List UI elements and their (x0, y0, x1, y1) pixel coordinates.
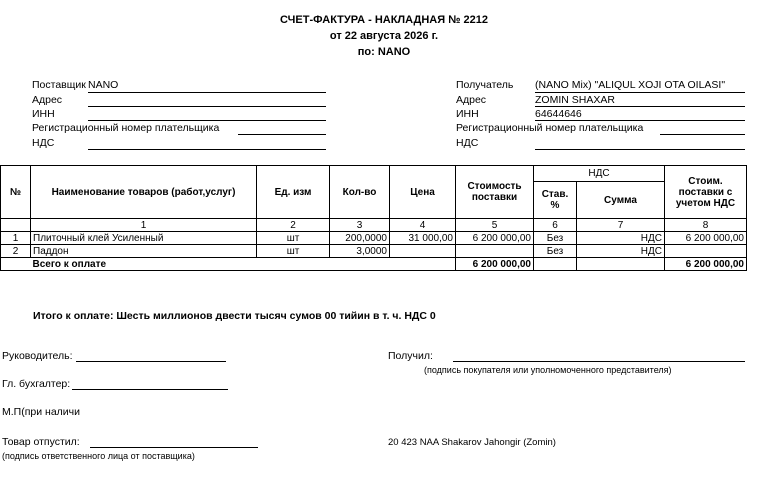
supplier-reg-label: Регистрационный номер плательщика (32, 122, 220, 134)
col-number (1, 219, 31, 232)
supplier-inn-label: ИНН (32, 108, 55, 120)
row-num: 1 (1, 232, 31, 245)
row-total: 6 200 000,00 (665, 232, 747, 245)
received-label: Получил: (388, 350, 433, 362)
row-name: Паддон (31, 245, 257, 258)
col-number: 8 (665, 219, 747, 232)
received-signature-line (453, 361, 745, 362)
row-vat-rate: Без (534, 232, 577, 245)
supplier-value: NANO (88, 79, 119, 91)
supplier-nds-label: НДС (32, 137, 55, 149)
recipient-address-label: Адрес (456, 94, 487, 106)
col-number: 5 (456, 219, 534, 232)
recipient-nds-label: НДС (456, 137, 479, 149)
total-row-spacer (1, 258, 31, 271)
recipient-inn-underline (535, 120, 745, 121)
row-qty: 200,0000 (330, 232, 390, 245)
recipient-reg-underline (660, 134, 745, 135)
stamp-label: М.П(при наличи (2, 406, 80, 418)
row-qty: 3,0000 (330, 245, 390, 258)
row-vat-rate: Без (534, 245, 577, 258)
recipient-inn-label: ИНН (456, 108, 479, 120)
recipient-value: (NANO Mix) "ALIQUL XOJI OTA OILASI" (535, 79, 726, 91)
row-vat-sum: НДС (577, 245, 665, 258)
column-number-row (1, 219, 747, 232)
supplier-underline (88, 92, 326, 93)
row-cost (456, 245, 534, 258)
col-number: 6 (534, 219, 577, 232)
row-vat-sum: НДС (577, 232, 665, 245)
recipient-reg-label: Регистрационный номер плательщика (456, 122, 644, 134)
col-number: 2 (257, 219, 330, 232)
recipient-inn-value: 64644646 (535, 108, 582, 120)
supplier-address-label: Адрес (32, 94, 63, 106)
total-vat-sum (577, 258, 665, 271)
accountant-label: Гл. бухгалтер: (2, 378, 71, 390)
table-row (1, 232, 747, 245)
recipient-address-value: ZOMIN SHAXAR (535, 94, 615, 106)
total-row (1, 258, 747, 271)
row-unit: шт (257, 245, 330, 258)
col-header-total: Стоим. поставки с учетом НДС (665, 166, 747, 219)
row-price: 31 000,00 (390, 232, 456, 245)
recipient-address-underline (535, 106, 745, 107)
col-number: 1 (31, 219, 257, 232)
recipient-nds-underline (535, 149, 745, 150)
recipient-underline (535, 92, 745, 93)
col-header-qty: Кол-во (330, 166, 390, 219)
total-vat-rate (534, 258, 577, 271)
released-note: (подпись ответственного лица от поставщика) (2, 451, 195, 461)
total-cost: 6 200 000,00 (456, 258, 534, 271)
col-header-vat: НДС (534, 166, 665, 182)
document-basis: по: NANO (357, 46, 411, 58)
supplier-reg-underline (238, 134, 326, 135)
supplier-label: Поставщик (32, 79, 86, 91)
table-row (1, 245, 747, 258)
col-header-vat-sum: Сумма (577, 182, 665, 219)
col-header-name: Наименование товаров (работ,услуг) (31, 166, 257, 219)
document-title: СЧЕТ-ФАКТУРА - НАКЛАДНАЯ № 2212 (280, 14, 488, 26)
released-signature-line (90, 447, 258, 448)
row-num: 2 (1, 245, 31, 258)
recipient-label: Получатель (456, 79, 514, 91)
received-note: (подпись покупателя или уполномоченного представителя) (424, 365, 672, 375)
total-with-vat: 6 200 000,00 (665, 258, 747, 271)
row-total (665, 245, 747, 258)
col-header-vat-rate: Став. % (534, 182, 577, 219)
total-label: Всего к оплате (31, 258, 456, 271)
row-cost: 6 200 000,00 (456, 232, 534, 245)
col-header-cost: Стоимость поставки (456, 166, 534, 219)
col-header-price: Цена (390, 166, 456, 219)
supplier-inn-underline (88, 120, 326, 121)
col-number: 7 (577, 219, 665, 232)
accountant-signature-line (72, 389, 228, 390)
row-name: Плиточный клей Усиленный (31, 232, 257, 245)
col-number: 4 (390, 219, 456, 232)
released-label: Товар отпустил: (2, 436, 80, 448)
col-header-num: № (1, 166, 31, 219)
row-unit: шт (257, 232, 330, 245)
summary-text: Итого к оплате: Шесть миллионов двести тысяч сумов 00 тийин в т. ч. НДС 0 (33, 310, 436, 322)
head-label: Руководитель: (2, 350, 73, 362)
supplier-address-underline (88, 106, 326, 107)
invoice-table (0, 165, 747, 271)
col-number: 3 (330, 219, 390, 232)
head-signature-line (76, 361, 226, 362)
document-date: от 22 августа 2026 г. (329, 30, 439, 42)
supplier-nds-underline (88, 149, 326, 150)
row-price (390, 245, 456, 258)
courier-info: 20 423 NAA Shakarov Jahongir (Zomin) (388, 437, 556, 448)
col-header-unit: Ед. изм (257, 166, 330, 219)
